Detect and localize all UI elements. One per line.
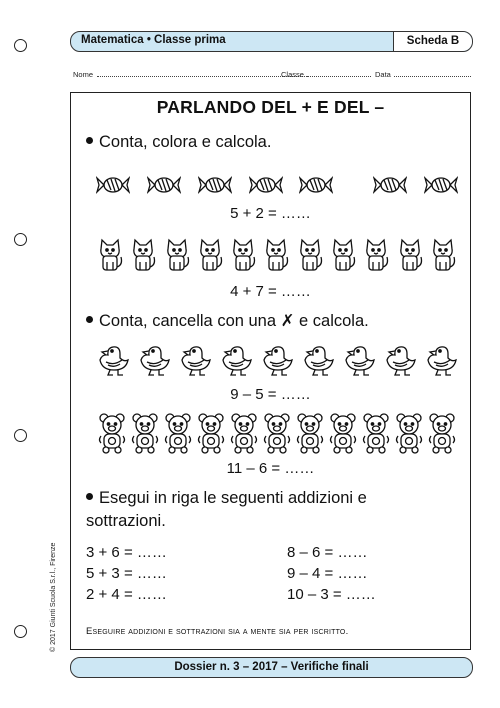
bears-row: [96, 410, 458, 454]
duck-icon: [424, 338, 458, 377]
teddy-bear-icon: [294, 411, 326, 454]
operation: 2 + 4 = ……: [86, 586, 167, 603]
teddy-bear-icon: [327, 411, 359, 454]
subject-label: Matematica • Classe prima: [81, 34, 226, 46]
cat-icon: [196, 237, 225, 272]
duck-icon: [383, 338, 417, 377]
duck-icon: [137, 338, 171, 377]
class-field[interactable]: [307, 76, 371, 77]
sheet-label: Scheda B: [393, 32, 472, 51]
equation-cats: 4 + 7 = ……: [230, 283, 311, 300]
copyright-text: © 2017 Giunti Scuola S.r.l., Firenze: [50, 542, 57, 652]
bullet-icon: [86, 493, 93, 500]
bullet-icon: [86, 137, 93, 144]
teddy-bear-icon: [393, 411, 425, 454]
instruction-1-text: Conta, colora e calcola.: [99, 133, 272, 151]
duck-icon: [96, 338, 130, 377]
candy-icon: [249, 174, 283, 196]
operation: 5 + 3 = ……: [86, 565, 167, 582]
worksheet-title: PARLANDO DEL + E DEL –: [156, 97, 385, 117]
operation: 10 – 3 = ……: [287, 586, 376, 603]
cat-icon: [396, 237, 425, 272]
duck-icon: [301, 338, 335, 377]
binder-hole: [14, 429, 27, 442]
equation-ducks: 9 – 5 = ……: [230, 386, 311, 403]
cat-icon: [429, 237, 458, 272]
teddy-bear-icon: [360, 411, 392, 454]
instruction-note: Eseguire addizioni e sottrazioni sia a mente sia per iscritto.: [86, 626, 349, 637]
class-label: Classe: [281, 70, 304, 79]
candy-icon: [299, 174, 333, 196]
binder-hole: [14, 625, 27, 638]
header-bar: [70, 31, 473, 52]
binder-hole: [14, 39, 27, 52]
date-label: Data: [375, 70, 391, 79]
footer-bar: Dossier n. 3 – 2017 – Verifiche finali: [70, 657, 473, 678]
teddy-bear-icon: [129, 411, 161, 454]
candy-icon: [147, 174, 181, 196]
instruction-2-text: Conta, cancella con una ✗ e calcola.: [99, 312, 369, 330]
teddy-bear-icon: [261, 411, 293, 454]
cat-icon: [96, 237, 125, 272]
candy-icon: [96, 174, 130, 196]
operations-left: [86, 542, 167, 605]
student-fields: [70, 68, 471, 82]
date-field[interactable]: [394, 76, 471, 77]
cat-icon: [129, 237, 158, 272]
teddy-bear-icon: [162, 411, 194, 454]
duck-icon: [260, 338, 294, 377]
cat-icon: [229, 237, 258, 272]
binder-hole: [14, 233, 27, 246]
cat-icon: [362, 237, 391, 272]
candies-row: [96, 168, 458, 202]
instruction-3-line2: sottrazioni.: [86, 512, 166, 530]
name-label: Nome: [73, 70, 94, 79]
instruction-1: [86, 133, 271, 152]
candy-icon: [424, 174, 458, 196]
candy-icon: [373, 174, 407, 196]
duck-icon: [178, 338, 212, 377]
teddy-bear-icon: [426, 411, 458, 454]
teddy-bear-icon: [195, 411, 227, 454]
equation-bears: 11 – 6 = ……: [226, 460, 315, 477]
ducks-row: [96, 337, 458, 377]
cat-icon: [163, 237, 192, 272]
duck-icon: [219, 338, 253, 377]
teddy-bear-icon: [228, 411, 260, 454]
teddy-bear-icon: [96, 411, 128, 454]
operation: 8 – 6 = ……: [287, 544, 368, 561]
operation: 9 – 4 = ……: [287, 565, 368, 582]
cat-icon: [262, 237, 291, 272]
instruction-2: [86, 311, 369, 331]
duck-icon: [342, 338, 376, 377]
cat-icon: [296, 237, 325, 272]
instruction-3: [86, 487, 367, 533]
bullet-icon: [86, 316, 93, 323]
equation-candies: 5 + 2 = ……: [230, 205, 311, 222]
cats-row: [96, 236, 458, 272]
operation: 3 + 6 = ……: [86, 544, 167, 561]
instruction-3-line1: Esegui in riga le seguenti addizioni e: [99, 489, 367, 507]
cat-icon: [329, 237, 358, 272]
candy-icon: [198, 174, 232, 196]
operations-right: [287, 542, 376, 605]
